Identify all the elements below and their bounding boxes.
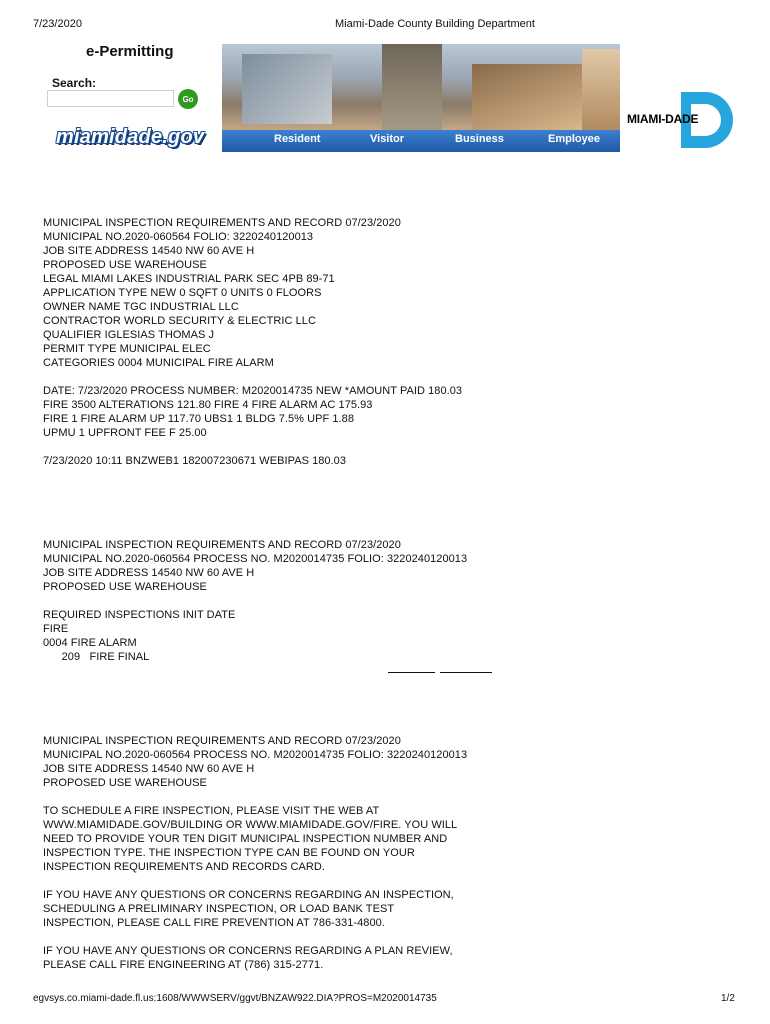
banner-photo-segment bbox=[472, 64, 582, 130]
questions-text-line: IF YOU HAVE ANY QUESTIONS OR CONCERNS REGARDING AN INSPECTION, bbox=[43, 889, 454, 901]
go-button[interactable]: Go bbox=[178, 89, 198, 109]
print-page-number: 1/2 bbox=[721, 993, 735, 1004]
record1-line: PERMIT TYPE MUNICIPAL ELEC bbox=[43, 343, 211, 355]
inspections-header: REQUIRED INSPECTIONS INIT DATE bbox=[43, 609, 236, 621]
record2-line: MUNICIPAL NO.2020-060564 PROCESS NO. M2020014735 FOLIO: 3220240120013 bbox=[43, 553, 468, 565]
record3-line: JOB SITE ADDRESS 14540 NW 60 AVE H bbox=[43, 763, 255, 775]
record1-line: APPLICATION TYPE NEW 0 SQFT 0 UNITS 0 FLOORS bbox=[43, 287, 322, 299]
init-date-signature-lines bbox=[388, 660, 497, 678]
record1-line: OWNER NAME TGC INDUSTRIAL LLC bbox=[43, 301, 239, 313]
record1-line: CONTRACTOR WORLD SECURITY & ELECTRIC LLC bbox=[43, 315, 316, 327]
inspection-line: 209 FIRE FINAL bbox=[43, 651, 150, 663]
record1-line: MUNICIPAL INSPECTION REQUIREMENTS AND RECORD 07/23/2020 bbox=[43, 217, 401, 229]
record1-line: PROPOSED USE WAREHOUSE bbox=[43, 259, 207, 271]
fee-line: UPMU 1 UPFRONT FEE F 25.00 bbox=[43, 427, 207, 439]
fee-line: FIRE 1 FIRE ALARM UP 117.70 UBS1 1 BLDG 7.5% UPF 1.88 bbox=[43, 413, 354, 425]
nav-resident[interactable]: Resident bbox=[274, 133, 321, 145]
record3-line: PROPOSED USE WAREHOUSE bbox=[43, 777, 207, 789]
schedule-text-line: INSPECTION REQUIREMENTS AND RECORDS CARD. bbox=[43, 861, 325, 873]
init-line bbox=[388, 672, 435, 673]
nav-employee[interactable]: Employee bbox=[548, 133, 600, 145]
record1-line: MUNICIPAL NO.2020-060564 FOLIO: 3220240120013 bbox=[43, 231, 314, 243]
schedule-text-line: TO SCHEDULE A FIRE INSPECTION, PLEASE VISIT THE WEB AT bbox=[43, 805, 380, 817]
record1-line: LEGAL MIAMI LAKES INDUSTRIAL PARK SEC 4PB 89-71 bbox=[43, 273, 335, 285]
audience-nav-bar bbox=[222, 130, 620, 152]
record2-line: PROPOSED USE WAREHOUSE bbox=[43, 581, 207, 593]
plan-review-text-line: IF YOU HAVE ANY QUESTIONS OR CONCERNS REGARDING A PLAN REVIEW, bbox=[43, 945, 453, 957]
inspection-line: FIRE bbox=[43, 623, 69, 635]
county-logo-text: MIAMI-DADE bbox=[627, 112, 699, 126]
schedule-text-line: WWW.MIAMIDADE.GOV/BUILDING OR WWW.MIAMIDADE.GOV/FIRE. YOU WILL bbox=[43, 819, 458, 831]
search-label: Search: bbox=[52, 76, 97, 90]
questions-text-line: INSPECTION, PLEASE CALL FIRE PREVENTION AT 786-331-4800. bbox=[43, 917, 385, 929]
record3-line: MUNICIPAL NO.2020-060564 PROCESS NO. M2020014735 FOLIO: 3220240120013 bbox=[43, 749, 468, 761]
plan-review-text-line: PLEASE CALL FIRE ENGINEERING AT (786) 315-2771. bbox=[43, 959, 324, 971]
banner-photo-segment bbox=[242, 54, 332, 124]
miamidade-gov-logo[interactable]: miamidade.gov bbox=[56, 126, 205, 148]
nav-visitor[interactable]: Visitor bbox=[370, 133, 405, 145]
print-footer-url: egvsys.co.miami-dade.fl.us:1608/WWWSERV/ggvt/BNZAW922.DIA?PROS=M2020014735 bbox=[33, 993, 437, 1004]
questions-text-line: SCHEDULING A PRELIMINARY INSPECTION, OR LOAD BANK TEST bbox=[43, 903, 395, 915]
banner-photo-segment bbox=[582, 49, 620, 130]
schedule-text-line: INSPECTION TYPE. THE INSPECTION TYPE CAN BE FOUND ON YOUR bbox=[43, 847, 415, 859]
record2-line: MUNICIPAL INSPECTION REQUIREMENTS AND RECORD 07/23/2020 bbox=[43, 539, 401, 551]
nav-business[interactable]: Business bbox=[455, 133, 504, 145]
construction-banner-image bbox=[222, 44, 620, 130]
inspection-line: 0004 FIRE ALARM bbox=[43, 637, 137, 649]
print-date: 7/23/2020 bbox=[33, 18, 82, 30]
schedule-text-line: NEED TO PROVIDE YOUR TEN DIGIT MUNICIPAL INSPECTION NUMBER AND bbox=[43, 833, 448, 845]
transaction-line: 7/23/2020 10:11 BNZWEB1 182007230671 WEBIPAS 180.03 bbox=[43, 455, 347, 467]
record1-line: QUALIFIER IGLESIAS THOMAS J bbox=[43, 329, 215, 341]
date-line bbox=[440, 672, 492, 673]
record3-line: MUNICIPAL INSPECTION REQUIREMENTS AND RECORD 07/23/2020 bbox=[43, 735, 401, 747]
record2-line: JOB SITE ADDRESS 14540 NW 60 AVE H bbox=[43, 567, 255, 579]
record1-line: JOB SITE ADDRESS 14540 NW 60 AVE H bbox=[43, 245, 255, 257]
record1-line: CATEGORIES 0004 MUNICIPAL FIRE ALARM bbox=[43, 357, 274, 369]
banner-photo-segment bbox=[382, 44, 442, 130]
print-page-title: Miami-Dade County Building Department bbox=[335, 18, 535, 30]
fee-line: DATE: 7/23/2020 PROCESS NUMBER: M2020014735 NEW *AMOUNT PAID 180.03 bbox=[43, 385, 463, 397]
miami-dade-county-logo[interactable] bbox=[622, 90, 738, 152]
fee-line: FIRE 3500 ALTERATIONS 121.80 FIRE 4 FIRE ALARM AC 175.93 bbox=[43, 399, 373, 411]
search-input[interactable] bbox=[47, 90, 174, 107]
section-title: e-Permitting bbox=[86, 43, 174, 60]
